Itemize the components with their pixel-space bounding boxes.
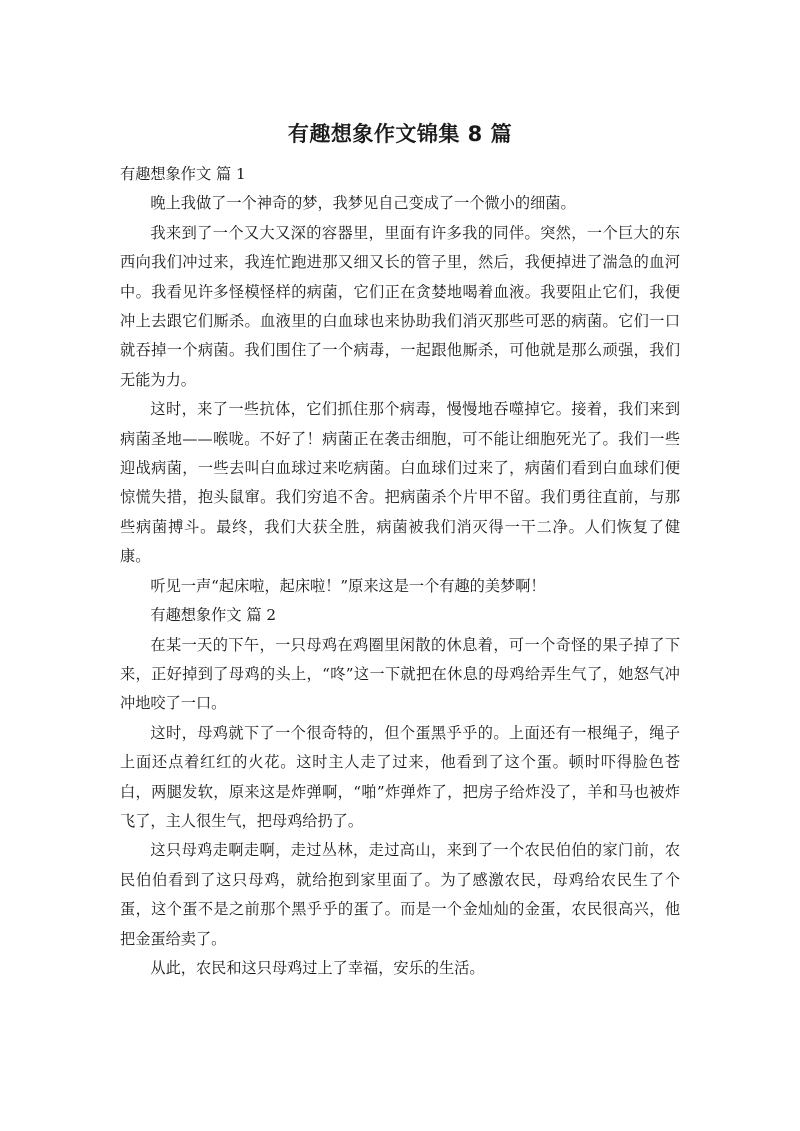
document-body	[120, 160, 680, 983]
essay-paragraph: 这时，来了一些抗体，它们抓住那个病毒，慢慢地吞噬掉它。接着，我们来到病菌圣地——喉咙。不好了！病菌正在袭击细胞，可不能让细胞死光了。我们一些迎战病菌，一些去叫白血球过来吃病菌。白血球们过来了，病菌们看到白血球们便惊慌失措，抱头鼠窜。我们穷追不舍。把病菌杀个片甲不留。我们勇往直前，与那些病菌搏斗。最终，我们大获全胜，病菌被我们消灭得一干二净。人们恢复了健康。	[120, 400, 680, 566]
essay-paragraph: 晚上我做了一个神奇的梦，我梦见自己变成了一个微小的细菌。	[150, 194, 576, 213]
essay-paragraph: 这时，母鸡就下了一个很奇特的，但个蛋黑乎乎的。上面还有一根绳子，绳子上面还点着红红的火花。这时主人走了过来，他看到了这个蛋。顿时吓得脸色苍白，两腿发软，原来这是炸弹啊，“啪”炸弹炸了，把房子给炸没了，羊和马也被炸飞了，主人很生气，把母鸡给扔了。	[120, 723, 680, 830]
essay-1	[120, 160, 680, 601]
essay-heading: 有趣想象作文 篇 2	[150, 606, 277, 625]
document-title: 有趣想象作文锦集 8 篇	[287, 122, 513, 146]
essay-paragraph: 这只母鸡走啊走啊，走过丛林，走过高山，来到了一个农民伯伯的家门前，农民伯伯看到了这只母鸡，就给抱到家里面了。为了感激农民，母鸡给农民生了个蛋，这个蛋不是之前那个黑乎乎的蛋了。而是一个金灿灿的金蛋，农民很高兴，他把金蛋给卖了。	[120, 841, 680, 948]
essay-paragraph: 在某一天的下午，一只母鸡在鸡圈里闲散的休息着，可一个奇怪的果子掉了下来，正好掉到了母鸡的头上，“咚”这一下就把在休息的母鸡给弄生气了，她怒气冲冲地咬了一口。	[120, 635, 680, 713]
essay-paragraph: 我来到了一个又大又深的容器里，里面有许多我的同伴。突然，一个巨大的东西向我们冲过来，我连忙跑进那又细又长的管子里，然后，我便掉进了湍急的血河中。我看见许多怪模怪样的病菌，它们正在贪婪地喝着血液。我要阻止它们，我便冲上去跟它们厮杀。血液里的白血球也来协助我们消灭那些可恶的病菌。它们一口就吞掉一个病菌。我们围住了一个病毒，一起跟他厮杀，可他就是那么顽强，我们无能为力。	[120, 223, 680, 389]
essay-paragraph: 听见一声“起床啦，起床啦！”原来这是一个有趣的美梦啊！	[150, 576, 546, 595]
essay-2	[120, 601, 680, 983]
essay-paragraph: 从此，农民和这只母鸡过上了幸福，安乐的生活。	[150, 958, 485, 977]
essay-heading: 有趣想象作文 篇 1	[120, 165, 246, 183]
